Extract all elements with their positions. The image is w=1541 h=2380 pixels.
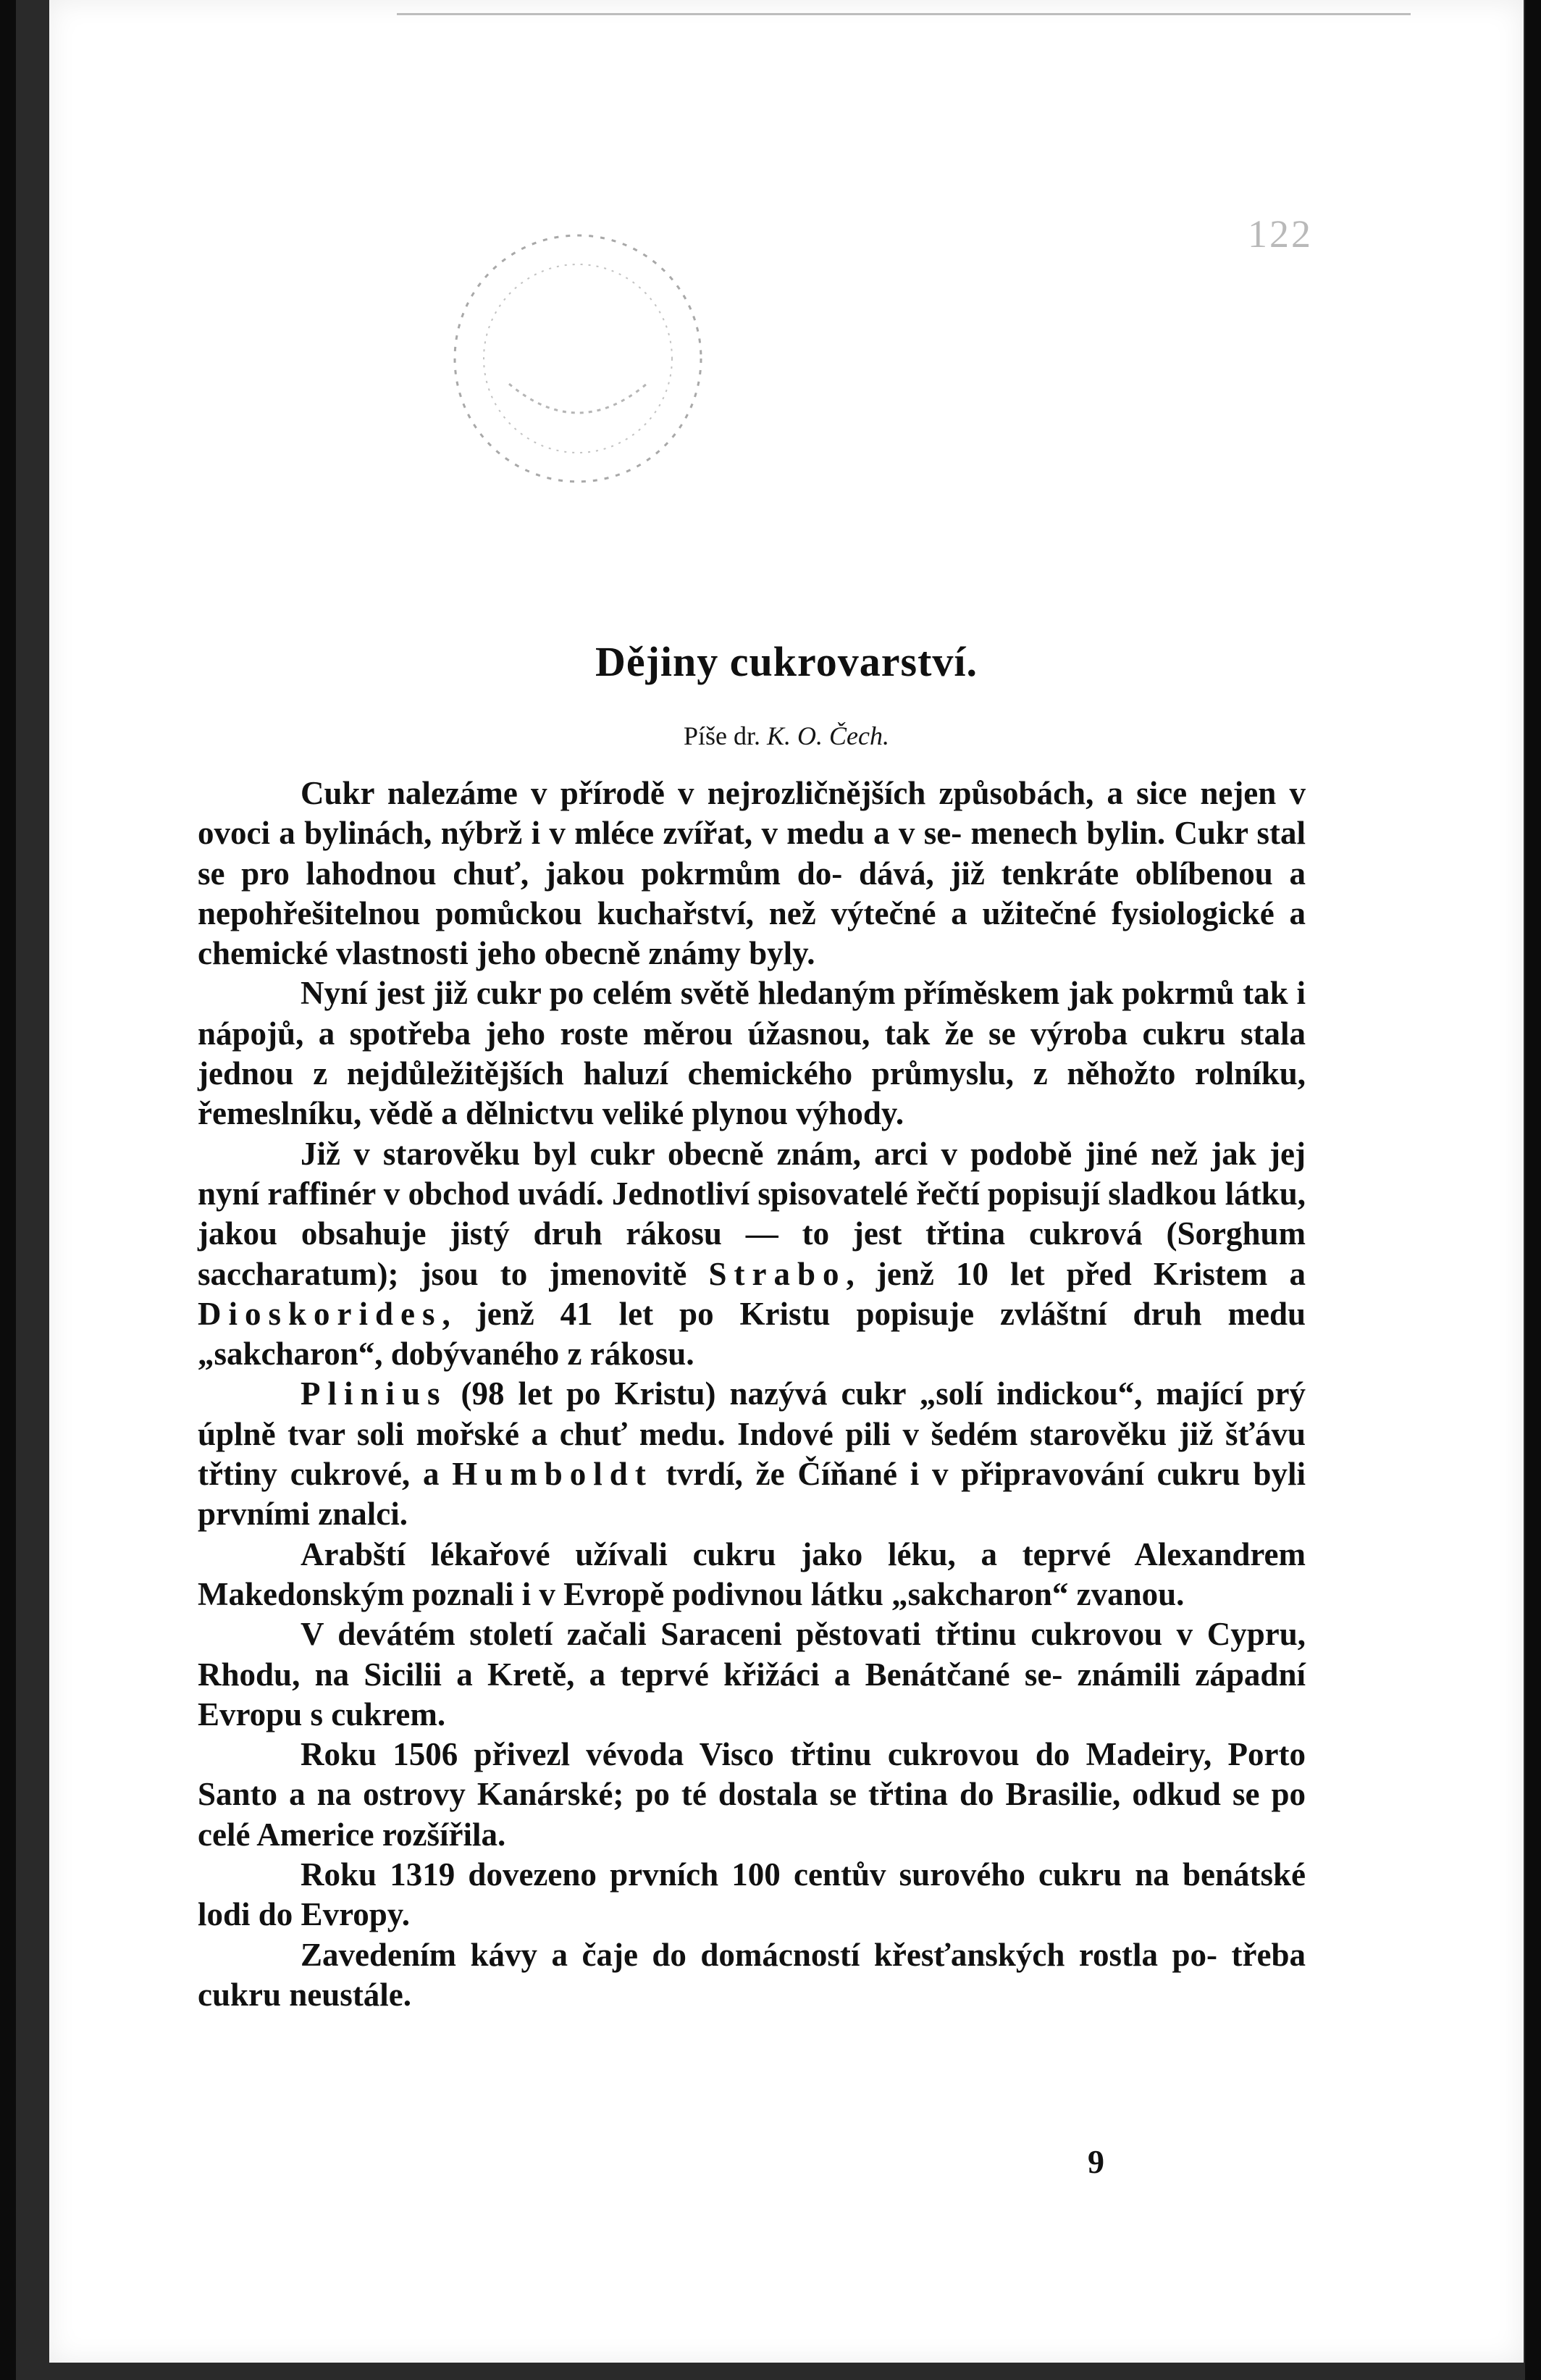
- spaced-name: Plinius: [301, 1375, 448, 1412]
- paragraph-text: , jenž 41 let po Kristu popisuje zvláštní druh medu „sakcharon“, dobývaného z rákosu.: [198, 1295, 1306, 1373]
- byline-author: K. O. Čech.: [767, 721, 889, 750]
- byline-prefix: Píše dr.: [684, 721, 761, 750]
- paragraph-text: , jenž 10 let před Kristem a: [846, 1255, 1306, 1292]
- bleed-through-page-number: 122: [1248, 212, 1313, 256]
- page-title: Dějiny cukrovarství.: [595, 638, 978, 685]
- paragraph-text: Již v starověku byl cukr obecně znám, arci v podobě jiné než jak jej nyní raffinér v obchod uvádí. Jednotliví spisovatelé řečtí popisují sladkou látku, jakou obsahuje jistý druh rákosu — to jest třtina cukrová (Sorghum saccharatum); jsou to jmenovitě: [198, 1135, 1306, 1292]
- page-number: 9: [1088, 2143, 1104, 2180]
- scan-frame: [16, 0, 1525, 2380]
- paragraph-text: tvrdí, že Číňané i v připravování cukru byli prvními znalci.: [198, 1456, 1306, 1533]
- paragraph: Roku 1319 dovezeno prvních 100 centův surového cukru na benátské lodi do Evropy.: [198, 1856, 1306, 1933]
- body-text: [198, 774, 1306, 2015]
- byline: [49, 721, 1524, 751]
- book-page: [49, 0, 1524, 2363]
- spaced-name: Dioskorides: [198, 1295, 442, 1332]
- top-rule: [397, 13, 1411, 15]
- paragraph-text: (98 let po Kristu) nazývá cukr „solí indickou“, mající prý úplně tvar soli mořské a chuť medu. Indové pili v šedém starověku již šťávu třtiny cukrové, a: [198, 1375, 1306, 1493]
- paragraph: Arabští lékařové užívali cukru jako léku, a teprvé Alexandrem Makedonským poznali i v Evropě podivnou látku „sakcharon“ zvanou.: [198, 1535, 1306, 1612]
- paragraph: Zavedením kávy a čaje do domácností křesťanských rostla po- třeba cukru neustále.: [198, 1936, 1306, 2013]
- paragraph: V devátém století začali Saraceni pěstovati třtinu cukrovou v Cypru, Rhodu, na Sicilii a Kretě, a teprvé křižáci a Benátčané se- známili západní Evropu s cukrem.: [198, 1616, 1306, 1732]
- faded-stamp-icon: [422, 203, 734, 514]
- spaced-name: Strabo: [708, 1255, 847, 1292]
- spaced-name: Humboldt: [452, 1456, 653, 1493]
- paragraph: Roku 1506 přivezl vévoda Visco třtinu cukrovou do Madeiry, Porto Santo a na ostrovy Kanárské; po té dostala se třtina do Brasilie, odkud se po celé Americe rozšířila.: [198, 1736, 1306, 1853]
- paragraph: Nyní jest již cukr po celém světě hledaným příměskem jak pokrmů tak i nápojů, a spotřeba jeho roste měrou úžasnou, tak že se výroba cukru stala jednou z nejdůležitějších haluzí chemického průmyslu, z něhožto rolníku, řemeslníku, vědě a dělnictvu veliké plynou výhody.: [198, 975, 1306, 1132]
- paragraph: [198, 1134, 1306, 1375]
- paragraph: [198, 1374, 1306, 1534]
- paragraph: Cukr nalezáme v přírodě v nejrozličnějších způsobách, a sice nejen v ovoci a bylinách, nýbrž i v mléce zvířat, v medu a v se- menech bylin. Cukr stal se pro lahodnou chuť, jakou pokrmům do- dává, již tenkráte oblíbenou a nepohřešitelnou pomůckou kuchařství, než výtečné a užitečné fysiologické a chemické vlastnosti jeho obecně známy byly.: [198, 775, 1306, 972]
